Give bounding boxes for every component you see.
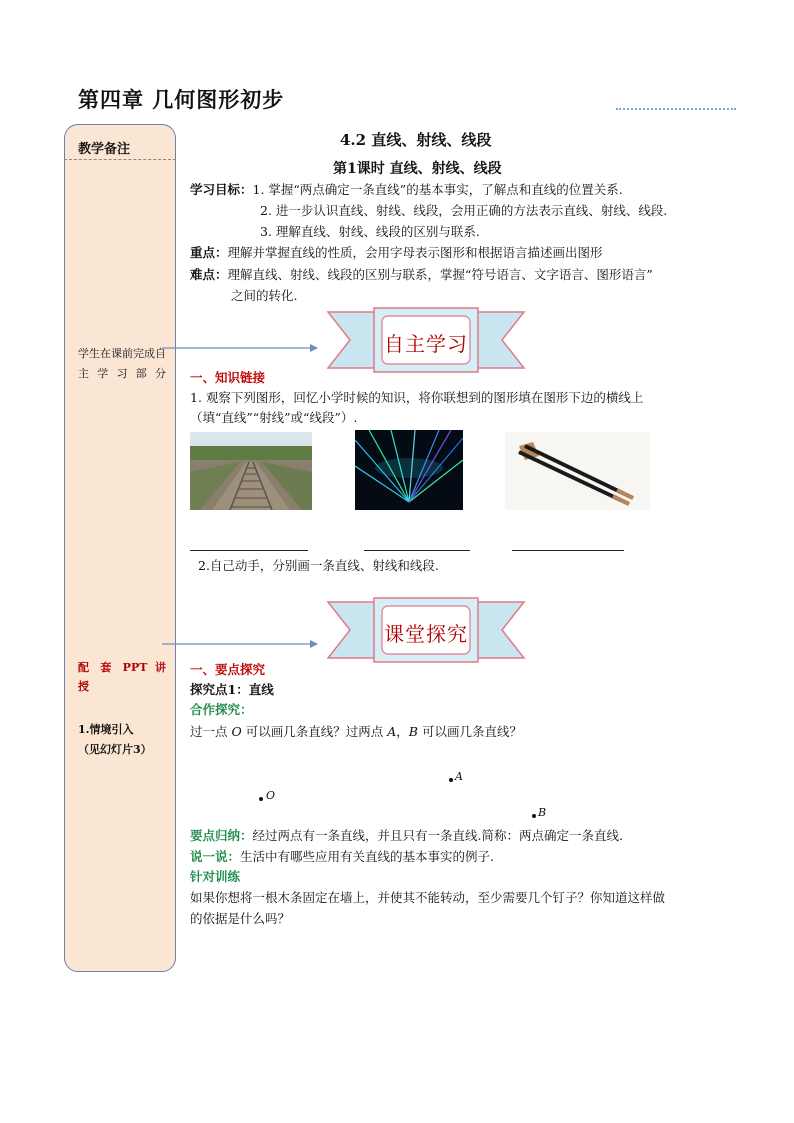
question-comma: ， bbox=[396, 724, 409, 739]
practice-line2: 的依据是什么吗？ bbox=[190, 911, 291, 926]
lesson-title: 第1课时 直线、射线、线段 bbox=[333, 161, 502, 177]
question-part-b: 可以画几条直线？过两点 bbox=[245, 724, 384, 739]
coop-label: 合作探究： bbox=[190, 702, 253, 717]
difficulty-text-2: 之间的转化. bbox=[231, 288, 298, 303]
difficulty-text-1: 理解直线、射线、线段的区别与联系，掌握“符号语言、文字语言、图形语言” bbox=[227, 267, 653, 282]
point-b-dot bbox=[532, 814, 536, 818]
knowledge-heading: 一、知识链接 bbox=[190, 370, 266, 385]
sidebar-divider bbox=[64, 159, 176, 160]
header-dotted-rule bbox=[616, 108, 736, 110]
knowledge-q1-line2: （填“直线”“射线”或“线段”）. bbox=[190, 410, 358, 425]
key-point-row bbox=[190, 243, 603, 263]
talk-label: 说一说： bbox=[190, 849, 241, 864]
point-b-label: B bbox=[538, 806, 547, 819]
point-a-dot bbox=[449, 778, 453, 782]
talk-row bbox=[190, 847, 494, 867]
difficulty-label: 难点： bbox=[190, 267, 228, 282]
knowledge-q1-line1: 1. 观察下列图形，回忆小学时候的知识，将你联想到的图形填在图形下边的横线上 bbox=[190, 390, 644, 405]
summary-text: 经过两点有一条直线，并且只有一条直线.简称：两点确定一条直线. bbox=[252, 828, 623, 843]
objective-row-1 bbox=[190, 180, 623, 200]
note-self-study: 学生在课前完成自主学习部分 bbox=[78, 347, 166, 380]
objectives-label: 学习目标： bbox=[190, 182, 253, 197]
answer-blank-laser[interactable] bbox=[364, 550, 470, 551]
practice-label: 针对训练 bbox=[190, 869, 241, 884]
objective-3: 3. 理解直线、射线、线段的区别与联系. bbox=[260, 224, 480, 239]
key-point-label: 重点： bbox=[190, 245, 228, 260]
teaching-notes-sidebar bbox=[64, 124, 176, 972]
key-point-text: 理解并掌握直线的性质，会用字母表示图形和根据语言描述画出图形 bbox=[227, 245, 603, 260]
answer-blank-railway[interactable] bbox=[190, 550, 308, 551]
point-a-label: A bbox=[455, 770, 463, 783]
chopsticks-image bbox=[505, 432, 650, 510]
note-intro bbox=[78, 720, 152, 760]
knowledge-q2: 2.自己动手，分别画一条直线、射线和线段. bbox=[198, 558, 439, 573]
explore-heading: 一、要点探究 bbox=[190, 662, 266, 677]
note-ppt-line1: 配 套 PPT 讲 bbox=[78, 661, 166, 674]
arrow-to-class-explore bbox=[160, 632, 320, 656]
objective-1: 1. 掌握“两点确定一条直线”的基本事实，了解点和直线的位置关系. bbox=[252, 182, 623, 197]
question-part-a: 过一点 bbox=[190, 724, 228, 739]
section-title: 4.2 直线、射线、线段 bbox=[340, 131, 492, 149]
sidebar-heading: 教学备注 bbox=[78, 142, 131, 157]
var-a: A bbox=[387, 724, 397, 739]
point-o-label: O bbox=[266, 789, 276, 802]
arrow-to-self-study bbox=[160, 336, 320, 360]
point-o-dot bbox=[259, 797, 263, 801]
note-ppt-line2: 授 bbox=[78, 680, 89, 693]
note-intro-line2: （见幻灯片3） bbox=[78, 743, 152, 756]
coop-question bbox=[190, 722, 522, 742]
summary-label: 要点归纳： bbox=[190, 828, 253, 843]
note-intro-line1: 1.情境引入 bbox=[78, 723, 134, 736]
difficulty-row bbox=[190, 265, 653, 285]
practice-line1: 如果你想将一根木条固定在墙上，并使其不能转动，至少需要几个钉子？你知道这样做 bbox=[190, 890, 666, 905]
summary-row bbox=[190, 826, 623, 846]
var-o: O bbox=[231, 724, 242, 739]
objective-2: 2. 进一步认识直线、射线、线段，会用正确的方法表示直线、射线、线段. bbox=[260, 203, 668, 218]
laser-beams-image bbox=[355, 430, 463, 510]
chapter-title: 第四章 几何图形初步 bbox=[78, 87, 285, 112]
ribbon-self-study-label: 自主学习 bbox=[384, 332, 468, 356]
question-part-c: 可以画几条直线？ bbox=[421, 724, 522, 739]
answer-blank-chopsticks[interactable] bbox=[512, 550, 624, 551]
ribbon-class-explore-label: 课堂探究 bbox=[384, 622, 468, 646]
explore-point-title: 探究点1：直线 bbox=[190, 682, 274, 697]
var-b: B bbox=[408, 724, 418, 739]
railway-track-image bbox=[190, 432, 312, 510]
talk-text: 生活中有哪些应用有关直线的基本事实的例子. bbox=[240, 849, 494, 864]
